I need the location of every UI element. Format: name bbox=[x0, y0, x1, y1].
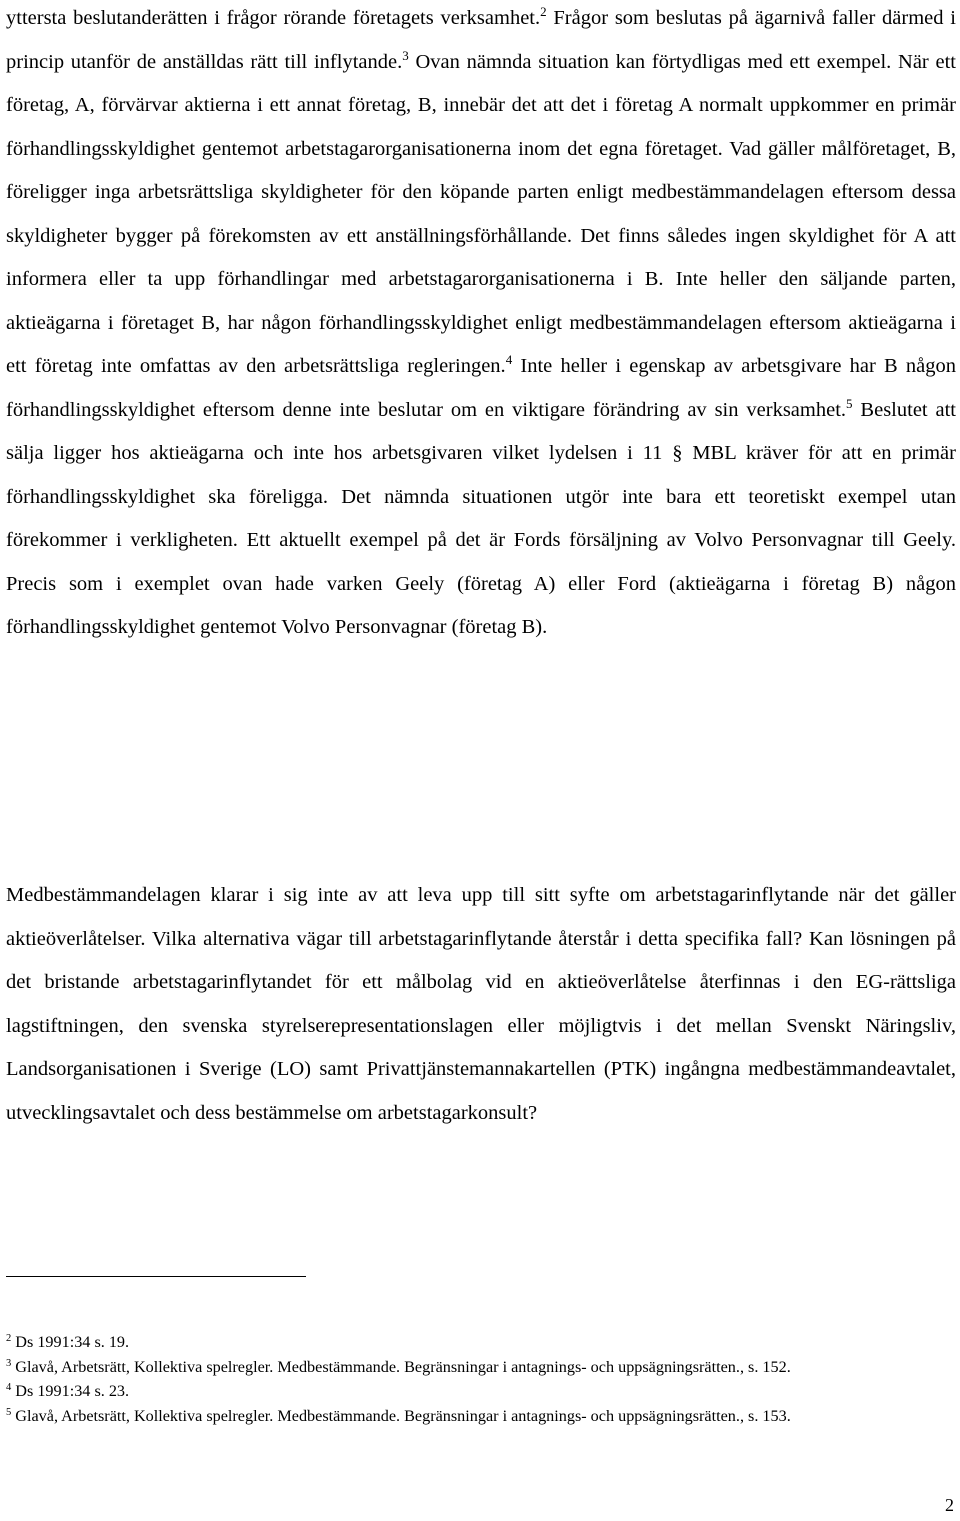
footnote-number: 3 bbox=[6, 1357, 12, 1369]
footnote-text: Glavå, Arbetsrätt, Kollektiva spelregler. Medbestämmande. Begränsningar i antagnings- och uppsägningsrätten., s. 152. bbox=[11, 1357, 791, 1376]
footnote bbox=[6, 1330, 956, 1355]
footnote-text: Ds 1991:34 s. 19. bbox=[11, 1333, 130, 1351]
footnote-text: Ds 1991:34 s. 23. bbox=[11, 1382, 130, 1400]
footnote-ref-4[interactable]: 4 bbox=[505, 352, 513, 367]
paragraph-1-text-4: Inte heller i egenskap av arbetsgivare har B någon förhandlingsskyldighet eftersom denne inte beslutar om en viktigare förändring av sin verksamhet. bbox=[6, 355, 956, 421]
paragraph-1-text-1: yttersta beslutanderätten i frågor rörande företagets verksamhet. bbox=[6, 7, 541, 29]
footnote-number: 2 bbox=[6, 1333, 12, 1344]
footnote-number: 4 bbox=[6, 1382, 12, 1393]
footnote bbox=[6, 1404, 956, 1429]
page-number: 2 bbox=[945, 1495, 954, 1515]
footnote-separator bbox=[6, 1276, 306, 1277]
document-page bbox=[6, 0, 956, 1521]
footnote-text: Glavå, Arbetsrätt, Kollektiva spelregler. Medbestämmande. Begränsningar i antagnings- och uppsägningsrätten., s. 153. bbox=[11, 1406, 791, 1425]
footnote bbox=[6, 1355, 956, 1380]
body-paragraph-1 bbox=[6, 0, 956, 650]
footnote-number: 5 bbox=[6, 1406, 12, 1418]
paragraph-1-text-2: Frågor som beslutas på ägarnivå faller därmed i princip utanför de anställdas rätt till inflytande. bbox=[6, 7, 957, 73]
footnote-ref-3[interactable]: 3 bbox=[402, 47, 409, 63]
body-paragraph-2: Medbestämmandelagen klarar i sig inte av att leva upp till sitt syfte om arbetstagarinflytande när det gäller aktieöverlåtelser. Vilka alternativa vägar till arbetstagarinflytande återstår i detta specifika fall? Kan lösningen på det bristande arbetstagarinflytandet för ett målbolag vid en aktieöverlåtelse återfinnas i den EG-rättsliga lagstiftningen, den svenska styrelserepresentationslagen eller möjligtvis i det mellan Svenskt Näringsliv, Landsorganisationen i Sverige (LO) samt Privattjänstemannakartellen (PTK) ingångna medbestämmandeavtalet, utvecklingsavtalet och dess bestämmelse om arbetstagarkonsult? bbox=[6, 884, 956, 1124]
footnote-ref-2[interactable]: 2 bbox=[540, 4, 547, 19]
paragraph-1-text-3: Ovan nämnda situation kan förtydligas med ett exempel. När ett företag, A, förvärvar aktierna i ett annat företag, B, innebär det att det i företag A normalt uppkommer en primär förhandlingsskyldighet gentemot arbetstagarorganisationerna inom det egna företaget. Vad gäller målföretaget, B, föreligger inga arbetsrättsliga skyldigheter för den köpande parten enligt medbestämmandelagen eftersom dessa skyldigheter bygger på förekomsten av ett anställningsförhållande. Det finns således ingen skyldighet för A att informera eller ta upp förhandlingar med arbetstagarorganisationerna i B. Inte heller den säljande parten, aktieägarna i företaget B, har någon förhandlingsskyldighet enligt medbestämmandelagen eftersom aktieägarna i ett företag inte omfattas av den arbetsrättsliga regleringen. bbox=[6, 50, 956, 377]
footnote-ref-5[interactable]: 5 bbox=[846, 395, 853, 411]
footnote bbox=[6, 1379, 956, 1404]
footnotes bbox=[6, 1330, 956, 1428]
paragraph-1-text-5: Beslutet att sälja ligger hos aktieägarna och inte hos arbetsgivaren vilket lydelsen i 11 § MBL kräver för att en primär förhandlingsskyldighet ska föreligga. Det nämnda situationen utgör inte bara ett teoretiskt exempel utan förekommer i verkligheten. Ett aktuellt exempel på det är Fords försäljning av Volvo Personvagnar till Geely. Precis som i exemplet ovan hade varken Geely (företag A) eller Ford (aktieägarna i företag B) någon förhandlingsskyldighet gentemot Volvo Personvagnar (företag B). bbox=[6, 398, 957, 638]
